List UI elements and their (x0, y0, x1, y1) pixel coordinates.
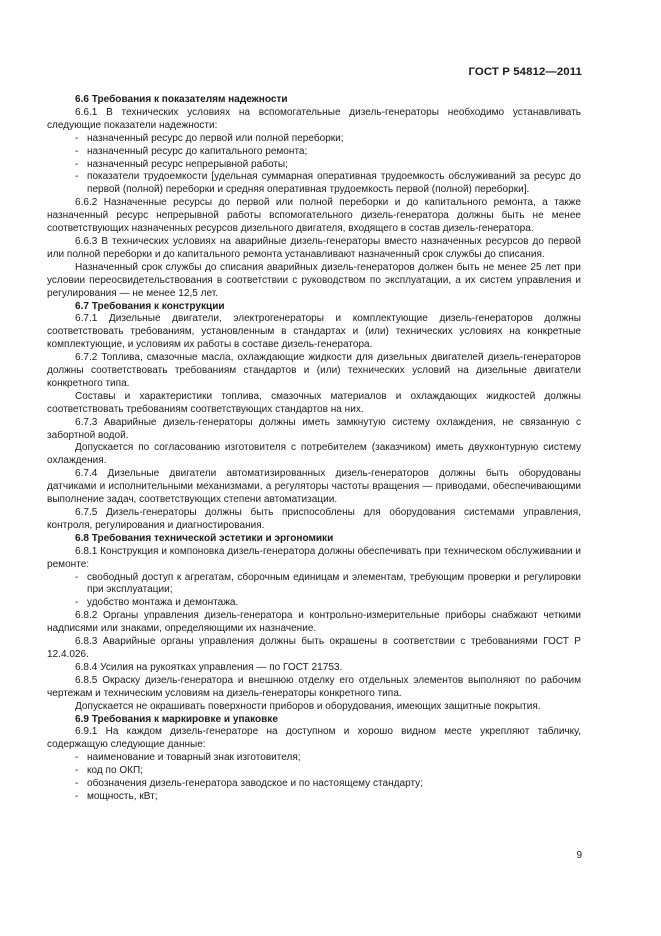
list-dash: - (75, 132, 79, 144)
list-item (47, 752, 581, 765)
paragraph: 6.8.1 Конструкция и компоновка дизель-генератора должны обеспечивать при техническом обслуживании и ремонте: (47, 545, 581, 570)
list-dash: - (75, 790, 79, 802)
list-item-text: назначенный ресурс до капитального ремонта; (87, 145, 308, 157)
list-item-text: обозначения дизель-генератора заводское и по настоящему стандарту; (87, 778, 423, 790)
document-body (47, 94, 581, 804)
list-item-text: удобство монтажа и демонтажа. (87, 597, 239, 609)
list-item (47, 765, 581, 778)
list-dash: - (75, 752, 79, 764)
paragraph: 6.9.1 На каждом дизель-генераторе на доступном и хорошо видном месте укрепляют табличку, содержащую следующие данные: (47, 726, 581, 751)
list-item (47, 778, 581, 791)
paragraph: 6.7.1 Дизельные двигатели, электрогенераторы и комплектующие дизель-генераторов должны соответствовать требованиям, установленным в стандартах и (или) технических условиях на конкретные комплектующие, и условиям их работы в составе дизель-генератора. (47, 313, 581, 351)
paragraph: 6.8.2 Органы управления дизель-генератора и контрольно-измерительные приборы снабжают четкими надписями или знаками, определяющими их назначение. (47, 610, 581, 635)
list-dash: - (75, 765, 79, 777)
paragraph: 6.7.5 Дизель-генераторы должны быть приспособлены для оборудования системами управления, контроля, регулирования и диагностирования. (47, 507, 581, 531)
list-item-text: показатели трудоемкости [удельная суммарная оперативная трудоемкость обслуживаний за ресурс до первой (полной) переборки и средняя оперативная трудоемкость первой (полной) переборки]. (87, 171, 581, 196)
list-item-text: назначенный ресурс до первой или полной переборки; (87, 132, 344, 144)
list-item-text: мощность, кВт; (87, 790, 158, 802)
paragraph: 6.7.2 Топлива, смазочные масла, охлаждающие жидкости для дизельных двигателей дизель-генераторов должны соответствовать требованиям стандартов и (или) технических условий на дизельные двигатели конкретного типа. (47, 352, 581, 389)
paragraph: 6.6.2 Назначенные ресурсы до первой или полной переборки и до капитального ремонта, а также назначенный ресурс непрерывной работы вспомогательного дизель-генератора должны быть не менее соответствующих назначенных ресурсов дизельного двигателя, входящего в состав дизель-генератора. (47, 197, 581, 235)
list-item-text: наименование и товарный знак изготовителя; (87, 752, 301, 764)
paragraph: 6.7.3 Аварийные дизель-генераторы должны иметь замкнутую систему охлаждения, не связанную с забортной водой. (47, 416, 581, 441)
list-item (47, 146, 581, 159)
list-dash: - (75, 597, 79, 609)
list-dash: - (75, 571, 79, 583)
section-heading: 6.7 Требования к конструкции (75, 300, 225, 312)
list-item-text: свободный доступ к агрегатам, сборочным единицам и элементам, требующим проверки и регулировки при эксплуатации; (87, 571, 581, 596)
list-item (47, 597, 581, 610)
page-number: 9 (576, 850, 582, 861)
list-item (47, 159, 581, 172)
document-header: ГОСТ Р 54812—2011 (468, 66, 582, 78)
paragraph: 6.8.3 Аварийные органы управления должны быть окрашены в соответствии с требованиями ГОСТ Р 12.4.026. (47, 636, 581, 660)
paragraph: Составы и характеристики топлива, смазочных материалов и охлаждающих жидкостей должны соответствовать требованиям соответствующих стандартов на них. (47, 390, 581, 415)
paragraph: 6.7.4 Дизельные двигатели автоматизированных дизель-генераторов должны быть оборудованы датчиками и исполнительными механизмами, а регуляторы частоты вращения — приводами, обеспечивающими выполнение задач, соответствующих степени автоматизации. (47, 468, 581, 506)
list-item (47, 791, 581, 804)
paragraph: Допускается по согласованию изготовителя с потребителем (заказчиком) иметь двухконтурную систему охлаждения. (47, 442, 581, 467)
paragraph: 6.6.3 В технических условиях на аварийные дизель-генераторы вместо назначенных ресурсов до первой или полной переборки и до капитального ремонта устанавливают назначенный срок службы до списания. (47, 235, 581, 260)
paragraph: 6.8.5 Окраску дизель-генератора и внешнюю отделку его отдельных элементов выполняют по рабочим чертежам и техническим условиям на дизель-генераторы конкретного типа. (47, 674, 581, 699)
paragraph: Допускается не окрашивать поверхности приборов и оборудования, имеющих защитные покрытия. (75, 700, 541, 712)
list-dash: - (75, 158, 79, 170)
list-item (47, 133, 581, 146)
list-item-text: код по ОКП; (87, 765, 144, 777)
paragraph: Назначенный срок службы до списания аварийных дизель-генераторов должен быть не менее 25 лет при условии переосвидетельствования в соответствии с руководством по эксплуатации, а их систем управления и регулирования — не менее 12,5 лет. (47, 261, 581, 299)
paragraph: 6.6.1 В технических условиях на вспомогательные дизель-генераторы необходимо устанавливать следующие показатели надежности: (47, 106, 581, 131)
list-item (47, 572, 581, 598)
list-item (47, 171, 581, 197)
list-item-text: назначенный ресурс непрерывной работы; (87, 158, 288, 170)
list-dash: - (75, 171, 79, 183)
list-dash: - (75, 145, 79, 157)
section-heading: 6.8 Требования технической эстетики и эргономики (75, 532, 334, 544)
section-heading: 6.6 Требования к показателям надежности (75, 94, 288, 105)
list-dash: - (75, 778, 79, 790)
section-heading: 6.9 Требования к маркировке и упаковке (75, 713, 278, 725)
paragraph: 6.8.4 Усилия на рукоятках управления — по ГОСТ 21753. (75, 661, 343, 673)
